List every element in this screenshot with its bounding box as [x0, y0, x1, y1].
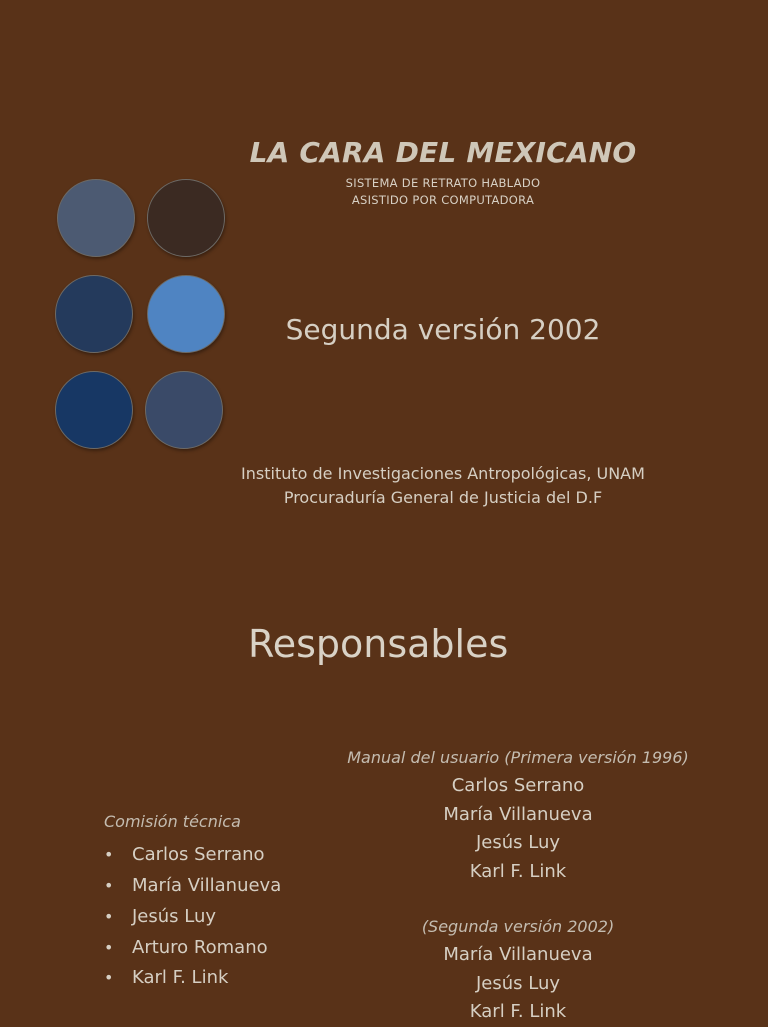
- member-name: Arturo Romano: [132, 936, 268, 958]
- list-item: Karl F. Link: [469, 1001, 567, 1022]
- member-name: Carlos Serrano: [132, 844, 265, 866]
- subtitle-line-1: SISTEMA DE RETRATO HABLADO: [345, 176, 541, 190]
- manual-second-heading: (Segunda versión 2002): [421, 917, 615, 936]
- responsables-heading: Responsables: [248, 622, 509, 666]
- comision-list: [104, 840, 281, 994]
- list-item: [104, 963, 281, 994]
- institution-line-1: Instituto de Investigaciones Antropológicas, UNAM: [241, 464, 645, 483]
- circle-1: [57, 179, 135, 257]
- manual-second-list: [318, 941, 718, 1027]
- list-item: [104, 902, 281, 933]
- manual-heading: Manual del usuario (Primera versión 1996): [347, 748, 689, 767]
- list-item: [104, 932, 281, 963]
- comision-heading: Comisión técnica: [104, 812, 241, 831]
- list-item: María Villanueva: [443, 803, 593, 825]
- list-item: Karl F. Link: [469, 860, 567, 882]
- list-item: Carlos Serrano: [451, 775, 585, 796]
- circle-6: [145, 371, 223, 449]
- institution-line-2: Procuraduría General de Justicia del D.F: [283, 488, 603, 507]
- version-label: Segunda versión 2002: [285, 313, 601, 346]
- list-item: María Villanueva: [443, 944, 593, 965]
- circle-2: [147, 179, 225, 257]
- bullet-icon: •: [104, 906, 114, 926]
- bullet-icon: •: [104, 876, 114, 896]
- list-item: [104, 840, 281, 871]
- list-item: Jesús Luy: [475, 972, 561, 994]
- list-item: Jesús Luy: [475, 832, 561, 853]
- manual-first-list: [318, 772, 718, 886]
- list-item: [104, 871, 281, 902]
- circle-5: [55, 371, 133, 449]
- bullet-icon: •: [104, 845, 114, 865]
- page-title: LA CARA DEL MEXICANO: [249, 136, 637, 169]
- subtitle-line-2: ASISTIDO POR COMPUTADORA: [351, 193, 535, 207]
- bullet-icon: •: [104, 937, 114, 957]
- circle-3: [55, 275, 133, 353]
- member-name: Jesús Luy: [132, 905, 217, 927]
- bullet-icon: •: [104, 968, 114, 988]
- member-name: María Villanueva: [132, 875, 282, 897]
- member-name: Karl F. Link: [132, 967, 229, 989]
